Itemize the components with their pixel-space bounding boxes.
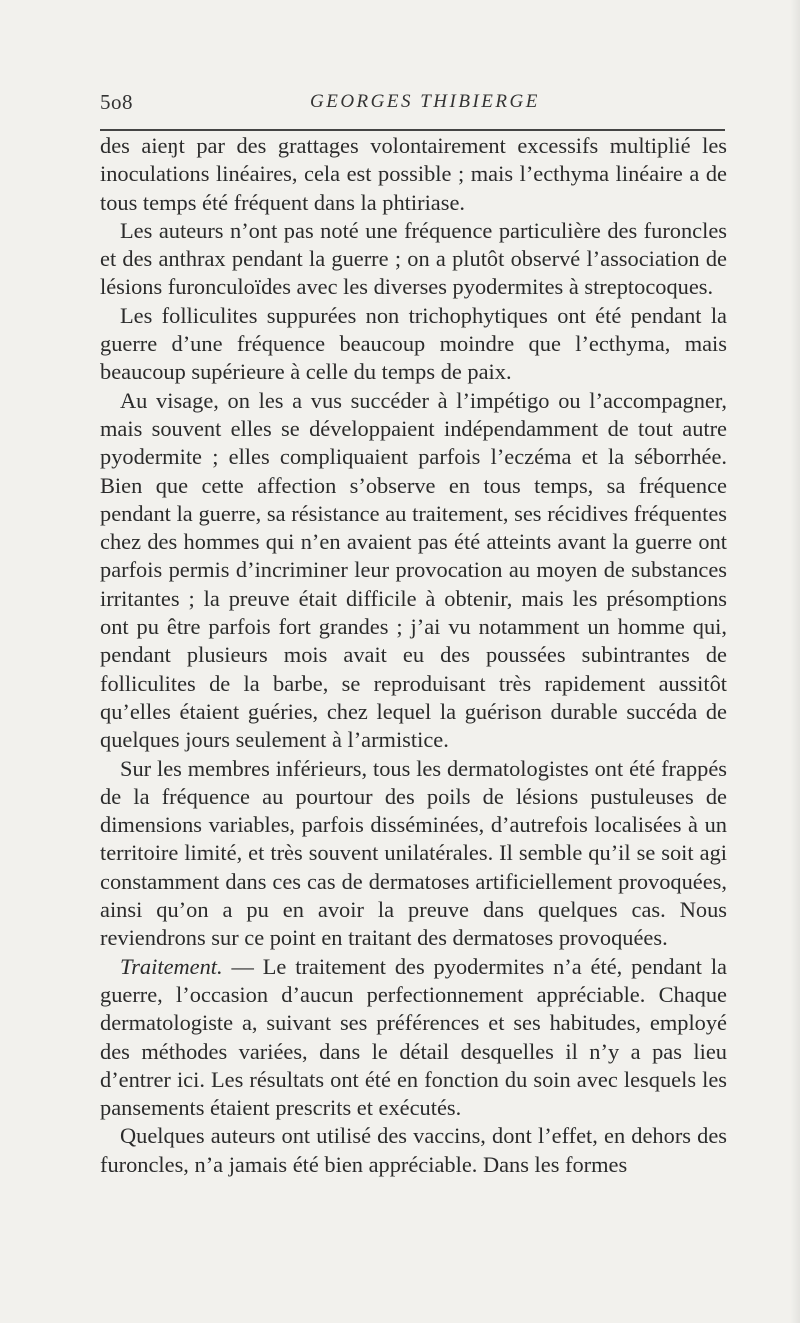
page-edge-shadow [790, 0, 800, 1323]
header-rule [100, 129, 725, 131]
page-header [100, 90, 725, 120]
running-head: GEORGES THIBIERGE [310, 91, 540, 112]
paragraph-5: Sur les membres inférieurs, tous les dermatologistes ont été frappés de la fréquence au pourtour des poils de lésions pustuleuses de dimensions variables, parfois disséminées, d’autrefois localisées à un territoire limité, et très souvent unilatérales. Il semble qu’il se soit agi constamment dans ces cas de dermatoses artificiellement provoquées, ainsi qu’on a pu en avoir la preuve dans quelques cas. Nous reviendrons sur ce point en traitant des dermatoses provoquées. [100, 755, 727, 951]
section-lead-treatment: Traitement. [120, 953, 223, 979]
paragraph-6-text: — Le traitement des pyodermites n’a été, pendant la guerre, l’occasion d’aucun perfectionnement appréciable. Chaque dermatologiste a, suivant ses préférences et ses habitudes, employé des méthodes variées, dans le détail desquelles il n’y a pas lieu d’entrer ici. Les résultats ont été en fonction du soin avec lesquels les pansements étaient prescrits et exécutés. [100, 953, 727, 1121]
paragraph-2: Les auteurs n’ont pas noté une fréquence particulière des furoncles et des anthrax pendant la guerre ; on a plutôt observé l’association de lésions furonculoïdes avec les diverses pyodermites à streptocoques. [100, 217, 727, 300]
paragraph-4: Au visage, on les a vus succéder à l’impétigo ou l’accompagner, mais souvent elles se développaient indépendamment de tout autre pyodermite ; elles compliquaient parfois l’eczéma et la séborrhée. Bien que cette affection s’observe en tous temps, sa fréquence pendant la guerre, sa résistance au traitement, ses récidives fréquentes chez des hommes qui n’en avaient pas été atteints avant la guerre ont parfois permis d’incriminer leur provocation au moyen de substances irritantes ; la preuve était difficile à obtenir, mais les présomptions ont pu être parfois fort grandes ; j’ai vu notamment un homme qui, pendant plusieurs mois avait eu des poussées subintrantes de folliculites de la barbe, se reproduisant très rapidement aussitôt qu’elles étaient guéries, chez lequel la guérison durable succéda de quelques jours seulement à l’armistice. [100, 387, 727, 753]
paragraph-3: Les folliculites suppurées non trichophytiques ont été pendant la guerre d’une fréquence beaucoup moindre que l’ecthyma, mais beaucoup supérieure à celle du temps de paix. [100, 302, 727, 385]
paragraph-7: Quelques auteurs ont utilisé des vaccins, dont l’effet, en dehors des furoncles, n’a jamais été bien appréciable. Dans les formes [100, 1123, 727, 1177]
body-text [100, 132, 727, 1179]
page-number: 5o8 [100, 90, 133, 114]
paragraph-6 [100, 953, 727, 1123]
paragraph-1: des aieŋt par des grattages volontairement excessifs multiplié les inoculations linéaires, cela est possible ; mais l’ecthyma linéaire a de tous temps été fréquent dans la phtiriase. [100, 133, 727, 215]
